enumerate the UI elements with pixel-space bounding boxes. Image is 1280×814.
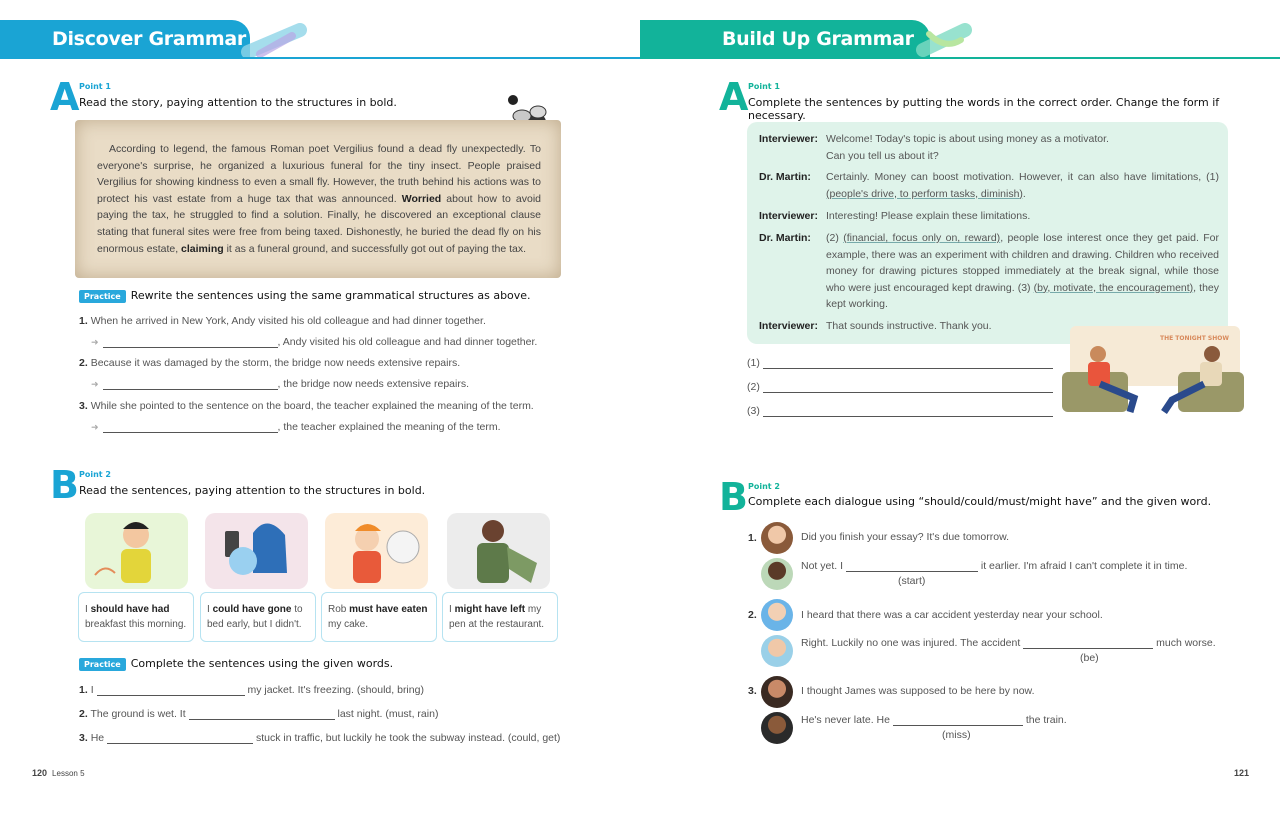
answer-blank[interactable] [1023,638,1153,649]
section-b-letter: B [719,475,748,519]
arrow-icon: ➜ [91,422,99,432]
left-header-line [0,57,640,59]
section-a-instruction: Complete the sentences by putting the words in the correct order. Change the form if necessary. [748,96,1220,122]
point-label: Point 2 [748,482,780,491]
dialogue-number: 3. [748,685,757,697]
rewrite-answer-3: ➜ , the teacher explained the meaning of the term. [91,421,501,433]
avatar [761,558,793,590]
arrow-icon: ➜ [91,379,99,389]
avatar [761,635,793,667]
rewrite-item-1: 1. When he arrived in New York, Andy visited his old colleague and had dinner together. [79,315,486,327]
point-label: Point 1 [748,82,780,91]
interview-line-4: Dr. Martin: (2) (financial, focus only on, reward), people lose interest once they get paid. For example, there was an experiment with children and drawing. Children who received money for drawing pictures stopped immediately at the break signal, while those who were just encouraged kept drawing. (3) (by, motivate, the encouragement), they kept working. [759,232,1220,310]
left-header-title: Discover Grammar [52,28,246,50]
dialogue-question: I heard that there was a car accident yesterday near your school. [801,609,1103,621]
answer-blank[interactable] [107,733,253,744]
card-image-hungry-boy [85,513,188,589]
interview-line-2: Dr. Martin: Certainly. Money can boost motivation. However, it can also have limitations, (1) (people's drive, to perform tasks, diminish). [759,171,1219,200]
hint-text: (start) [898,575,926,587]
avatar [761,712,793,744]
answer-blank[interactable] [846,561,978,572]
avatar [761,522,793,554]
rewrite-answer-1: ➜ , Andy visited his old colleague and had dinner together. [91,336,538,348]
card-image-phone-girl [205,513,308,589]
practice-b-row: Practice Complete the sentences using the given words. [79,657,393,671]
answer-blank[interactable] [97,685,245,696]
answer-blank[interactable] [763,358,1053,369]
section-b-instruction: Complete each dialogue using “should/could/must/might have” and the given word. [748,495,1212,508]
dialogue-number: 2. [748,609,757,621]
answer-blank[interactable] [763,406,1053,417]
hint-text: (miss) [942,729,971,741]
section-b-instruction: Read the sentences, paying attention to the structures in bold. [79,484,426,497]
rewrite-item-3: 3. While she pointed to the sentence on the board, the teacher explained the meaning of the term. [79,400,534,412]
brush-decoration [240,22,310,60]
story-parchment [75,120,561,278]
dialogue-question: I thought James was supposed to be here by now. [801,685,1035,697]
answer-line-3: (3) [747,405,1053,417]
complete-item-3: 3. He stuck in traffic, but luckily he took the subway instead. (could, get) [79,732,561,744]
interview-box [747,122,1228,344]
answer-blank[interactable] [103,422,278,433]
card-image-plate-girl [325,513,428,589]
answer-blank[interactable] [893,715,1023,726]
dialogue-answer: Not yet. I it earlier. I'm afraid I can't complete it in time. [801,560,1188,572]
interview-line-5: Interviewer: That sounds instructive. Thank you. [759,320,992,332]
interview-line-1: Interviewer: Welcome! Today's topic is about using money as a motivator. Can you tell us about it? [759,133,1109,162]
right-header-bar [640,20,930,58]
answer-line-2: (2) [747,381,1053,393]
example-bubble-1: I should have had breakfast this morning. [78,592,194,642]
answer-blank[interactable] [189,709,335,720]
dialogue-question: Did you finish your essay? It's due tomorrow. [801,531,1010,543]
answer-blank[interactable] [103,379,278,390]
section-b-letter: B [50,463,79,507]
point-label: Point 1 [79,82,111,91]
example-bubble-3: Rob must have eaten my cake. [321,592,437,642]
hint-text: (be) [1080,652,1099,664]
point-label: Point 2 [79,470,111,479]
answer-blank[interactable] [763,382,1053,393]
section-a-instruction: Read the story, paying attention to the structures in bold. [79,96,397,109]
right-header-line [640,57,1280,59]
example-bubble-2: I could have gone to bed early, but I didn't. [200,592,316,642]
section-a-letter: A [719,75,749,119]
avatar [761,599,793,631]
left-page-footer: 120 Lesson 5 [32,768,85,778]
dialogue-answer: He's never late. He the train. [801,714,1067,726]
story-text: According to legend, the famous Roman poet Vergilius found a dead fly unexpectedly. To everyone's surprise, he organized a luxurious funeral for the tiny insect. People praised Vergilius for showing kindness to even a small fly. However, the truth behind his actions was to protect his vast estate from a huge tax that was announced. Worried about how to avoid paying the tax, he struggled to find a solution. Finally, he discovered an exceptional clause stating that funeral sites were free from being taxed. Dishonestly, he buried the dead fly on his enormous estate, claiming it as a funeral ground, and successfully got out of paying the tax. [97,143,541,255]
left-header-bar [0,20,250,58]
show-sign-text: THE TONIGHT SHOW [1160,335,1229,342]
practice-pill: Practice [79,658,126,671]
practice-pill: Practice [79,290,126,303]
complete-item-2: 2. The ground is wet. It last night. (must, rain) [79,708,439,720]
example-bubble-4: I might have left my pen at the restaurant. [442,592,558,642]
practice-a-row: Practice Rewrite the sentences using the same grammatical structures as above. [79,289,531,303]
brush-decoration [915,20,975,60]
card-image-searching-man [447,513,550,589]
avatar [761,676,793,708]
answer-line-1: (1) [747,357,1053,369]
interview-line-3: Interviewer: Interesting! Please explain these limitations. [759,210,1031,222]
right-header-title: Build Up Grammar [722,28,914,50]
talk-show-illustration [1060,318,1246,422]
dialogue-answer: Right. Luckily no one was injured. The accident much worse. [801,637,1216,649]
arrow-icon: ➜ [91,337,99,347]
complete-item-1: 1. I my jacket. It's freezing. (should, bring) [79,684,424,696]
answer-blank[interactable] [103,337,278,348]
rewrite-answer-2: ➜ , the bridge now needs extensive repairs. [91,378,469,390]
right-page-footer: 121 [1234,768,1250,778]
section-a-letter: A [50,75,80,119]
rewrite-item-2: 2. Because it was damaged by the storm, the bridge now needs extensive repairs. [79,357,461,369]
dialogue-number: 1. [748,532,757,544]
